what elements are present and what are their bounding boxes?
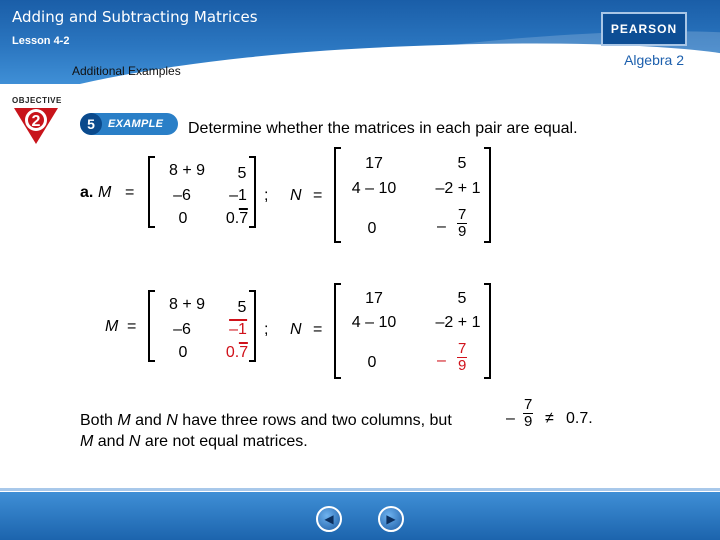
part-b-n-r3c2-fraction (457, 341, 467, 374)
part-a-m-equals: = (125, 184, 135, 201)
part-a-n-equals: = (313, 187, 323, 204)
part-a-n-r1c2: 5 (457, 155, 467, 172)
part-b-n-r3c2-sign: – (437, 352, 446, 369)
part-b-m-r2c1: –6 (173, 321, 191, 338)
footer-divider (0, 488, 720, 491)
arrow-right-icon: ▶ (386, 512, 396, 526)
fraction-denominator: 9 (524, 413, 533, 430)
part-a-n-r2c1: 4 – 10 (351, 180, 397, 197)
part-b-m-name: M (105, 318, 119, 335)
conclusion-value: 0.7. (566, 410, 593, 427)
part-b-m-r2c2 (229, 321, 247, 339)
part-b-m-equals: = (127, 318, 137, 335)
example-number: 5 (80, 113, 102, 135)
part-b-n-left-bracket (334, 283, 341, 379)
previous-slide-button[interactable] (316, 506, 342, 532)
objective-number: 2 (31, 113, 41, 130)
conclusion-line-1: Both M and N have three rows and two columns, but (80, 412, 452, 429)
part-a-separator: ; (264, 187, 269, 204)
part-a-m-r2c1: –6 (173, 187, 191, 204)
next-slide-button[interactable] (378, 506, 404, 532)
part-a-m-r3c2: 0.7 (225, 210, 249, 227)
part-a-m-right-bracket (249, 156, 256, 228)
fraction-numerator: 7 (458, 340, 467, 357)
part-a-n-r3c2-fraction (457, 207, 467, 240)
part-b-n-r3c1: 0 (367, 354, 377, 371)
repeating-digit: 7 (239, 210, 249, 227)
pearson-logo: PEARSON (601, 12, 687, 46)
part-a-m-r1c1: 8 + 9 (168, 162, 206, 179)
part-a-m-r2c2: –1 (229, 187, 247, 204)
part-b-n-equals: = (313, 321, 323, 338)
part-a-n-r3c2-sign: – (437, 218, 446, 235)
part-b-n-r2c2: –2 + 1 (435, 314, 481, 331)
part-a-n-r3c1: 0 (367, 220, 377, 237)
part-a-n-left-bracket (334, 147, 341, 243)
fraction-denominator: 9 (458, 223, 467, 240)
part-a-n-r1c1: 17 (365, 155, 383, 172)
footer-bar (0, 492, 720, 540)
page-title: Adding and Subtracting Matrices (12, 8, 258, 26)
objective-label: OBJECTIVE (12, 96, 62, 105)
part-b-m-right-bracket (249, 290, 256, 362)
conclusion-text (80, 410, 452, 452)
objective-target-icon (12, 106, 60, 146)
fraction-denominator: 9 (458, 357, 467, 374)
repeating-digit: 7 (239, 344, 249, 361)
part-a-m-name: M (98, 184, 112, 201)
part-b-m-r1c1: 8 + 9 (168, 296, 206, 313)
part-b-separator: ; (264, 321, 269, 338)
part-a-n-right-bracket (484, 147, 491, 243)
highlighted-value: –1 (229, 321, 247, 338)
part-a-m-left-bracket (148, 156, 155, 228)
section-label: Additional Examples (72, 64, 181, 78)
part-a-label: a. (80, 184, 94, 201)
part-a-n-r2c2: –2 + 1 (435, 180, 481, 197)
part-b-m-r3c1: 0 (178, 344, 188, 361)
part-b-n-r1c2: 5 (457, 290, 467, 307)
conclusion-fraction-sign: – (506, 410, 515, 427)
course-name: Algebra 2 (624, 52, 684, 68)
part-a-n-name: N (290, 187, 302, 204)
fraction-numerator: 7 (458, 206, 467, 223)
objective-badge (12, 96, 64, 146)
fraction-numerator: 7 (524, 396, 533, 413)
part-b-m-r1c2: 5 (237, 299, 247, 316)
example-label: EXAMPLE (108, 118, 164, 130)
not-equal-sign: ≠ (545, 410, 554, 427)
part-b-n-name: N (290, 321, 302, 338)
conclusion-line-2: M and N are not equal matrices. (80, 433, 308, 450)
part-a-m-r3c1: 0 (178, 210, 188, 227)
part-b-n-r1c1: 17 (365, 290, 383, 307)
example-badge (80, 113, 178, 135)
part-b-m-left-bracket (148, 290, 155, 362)
lesson-label: Lesson 4-2 (12, 35, 70, 47)
conclusion-fraction (523, 397, 533, 430)
part-b-n-r2c1: 4 – 10 (351, 314, 397, 331)
part-a-m-r1c2: 5 (237, 165, 247, 182)
example-prompt: Determine whether the matrices in each pair are equal. (188, 120, 578, 137)
part-b-m-r3c2: 0.7 (225, 344, 249, 361)
arrow-left-icon: ◀ (324, 512, 334, 526)
part-b-n-right-bracket (484, 283, 491, 379)
